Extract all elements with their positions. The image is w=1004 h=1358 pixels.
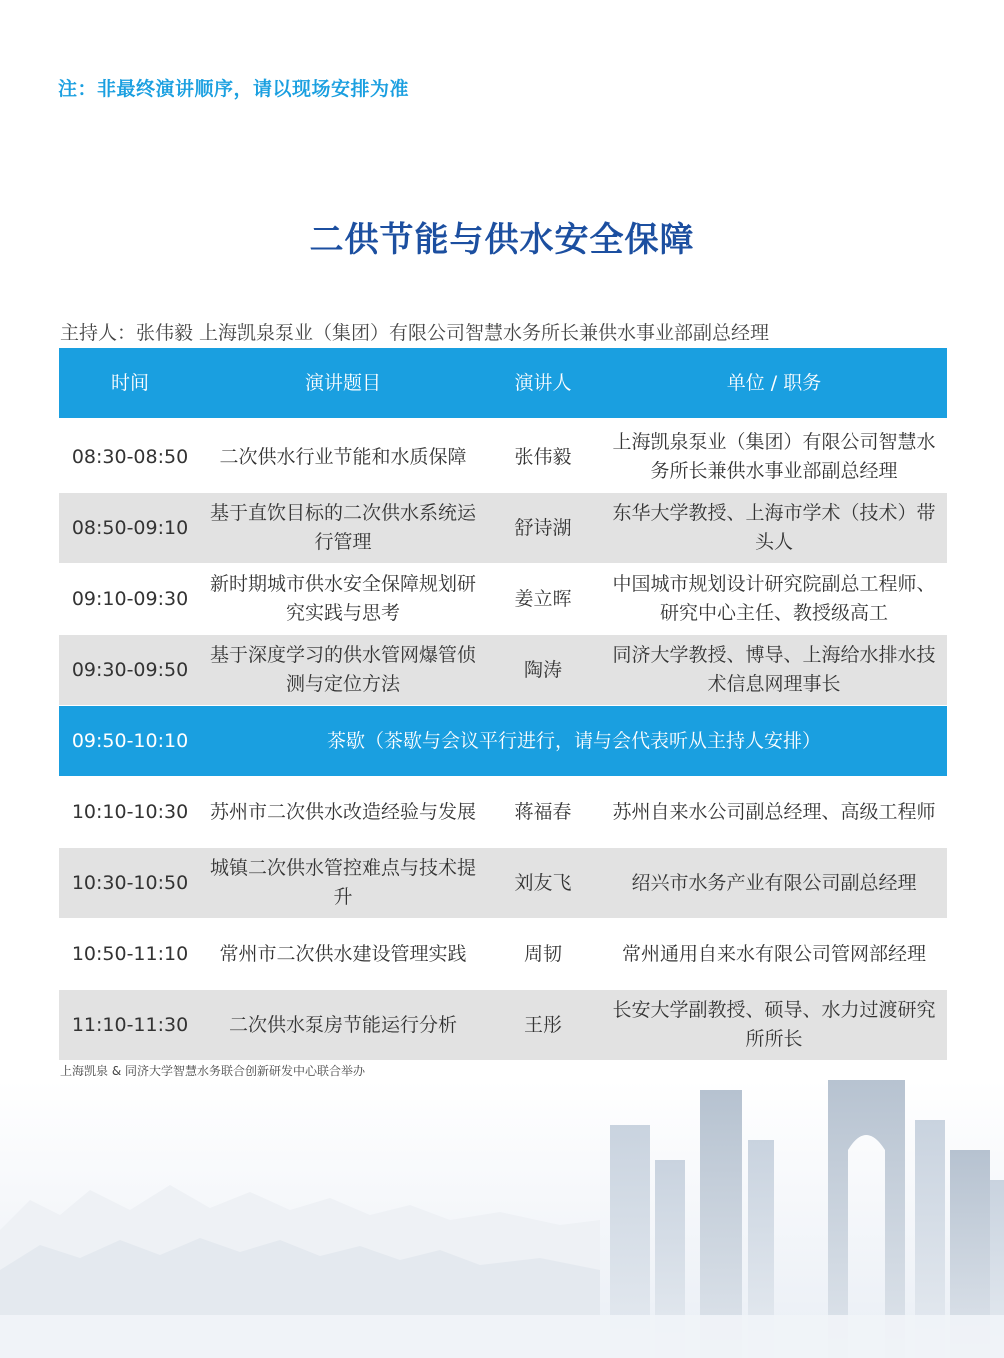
row-time: 10:50-11:10 (71, 942, 189, 965)
header-time: 时间 (110, 371, 149, 394)
table-row (59, 422, 947, 492)
row-time: 11:10-11:30 (71, 1013, 189, 1036)
row-time: 08:50-09:10 (71, 516, 189, 539)
row-speaker: 刘友飞 (514, 871, 572, 894)
table-row (59, 635, 947, 705)
row-speaker: 姜立晖 (514, 587, 572, 610)
row-topic: 基于深度学习的供水管网爆管侦测与定位方法 (209, 644, 476, 695)
table-row (59, 777, 947, 847)
row-topic: 苏州市二次供水改造经验与发展 (209, 800, 476, 823)
row-speaker: 蒋福春 (514, 800, 572, 823)
row-speaker: 张伟毅 (514, 445, 572, 468)
row-org: 东华大学教授、上海市学术（技术）带头人 (612, 502, 936, 553)
row-org: 长安大学副教授、硕导、水力过渡研究所所长 (612, 999, 936, 1050)
break-time: 09:50-10:10 (71, 729, 189, 752)
row-time: 08:30-08:50 (71, 445, 189, 468)
row-topic: 常州市二次供水建设管理实践 (219, 942, 467, 965)
row-org: 苏州自来水公司副总经理、高级工程师 (612, 800, 936, 823)
city-skyline-image (0, 1080, 1004, 1358)
host-line: 主持人：张伟毅 上海凯泉泵业（集团）有限公司智慧水务所长兼供水事业部副总经理 (60, 322, 770, 344)
table-row (59, 848, 947, 918)
break-text: 茶歇（茶歇与会议平行进行，请与会代表听从主持人安排） (326, 729, 821, 752)
row-org: 同济大学教授、博导、上海给水排水技术信息网理事长 (612, 644, 936, 695)
row-org: 中国城市规划设计研究院副总工程师、研究中心主任、教授级高工 (612, 573, 936, 624)
row-time: 09:10-09:30 (71, 587, 189, 610)
row-time: 10:30-10:50 (71, 871, 189, 894)
page-title: 二供节能与供水安全保障 (309, 220, 695, 260)
row-speaker: 王彤 (523, 1013, 562, 1036)
organizer-note: 上海凯泉 & 同济大学智慧水务联合创新研发中心联合举办 (60, 1064, 365, 1078)
row-speaker: 周韧 (523, 942, 562, 965)
table-row (59, 564, 947, 634)
schedule-note: 注：非最终演讲顺序，请以现场安排为准 (58, 78, 410, 100)
header-org: 单位 / 职务 (726, 371, 822, 394)
header-speaker: 演讲人 (514, 371, 572, 394)
row-topic: 二次供水行业节能和水质保障 (219, 445, 467, 468)
table-header-row (59, 348, 947, 418)
tea-break-row (59, 706, 947, 776)
row-speaker: 陶涛 (523, 658, 562, 681)
row-topic: 城镇二次供水管控难点与技术提升 (209, 857, 476, 908)
table-row (59, 493, 947, 563)
agenda-table (59, 348, 947, 1061)
row-time: 10:10-10:30 (71, 800, 189, 823)
row-org: 上海凯泉泵业（集团）有限公司智慧水务所长兼供水事业部副总经理 (612, 431, 936, 482)
table-row (59, 919, 947, 989)
row-topic: 新时期城市供水安全保障规划研究实践与思考 (209, 573, 476, 624)
row-topic: 基于直饮目标的二次供水系统运行管理 (209, 502, 476, 553)
row-speaker: 舒诗湖 (514, 516, 572, 539)
row-org: 常州通用自来水有限公司管网部经理 (621, 942, 926, 965)
header-topic: 演讲题目 (304, 371, 381, 394)
row-time: 09:30-09:50 (71, 658, 189, 681)
row-topic: 二次供水泵房节能运行分析 (228, 1013, 457, 1036)
table-row (59, 990, 947, 1060)
row-org: 绍兴市水务产业有限公司副总经理 (631, 871, 917, 894)
